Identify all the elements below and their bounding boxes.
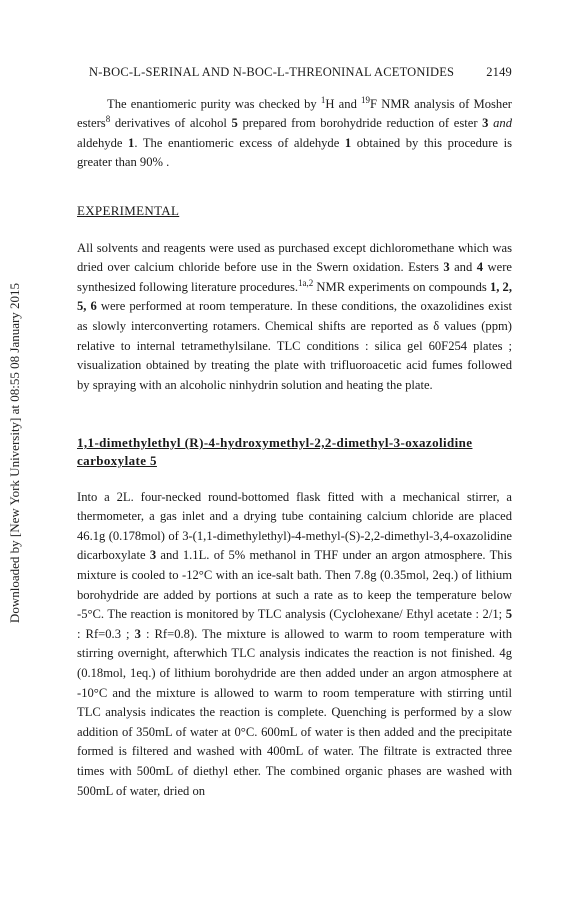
page-number: 2149	[486, 65, 512, 79]
section-title: EXPERIMENTAL	[77, 203, 180, 218]
running-head: N-BOC-L-SERINAL AND N-BOC-L-THREONINAL ACETONIDES	[89, 65, 455, 79]
paragraph-procedure: Into a 2L. four-necked round-bottomed flask fitted with a mechanical stirrer, a thermometer, a gas inlet and a drying tube containing calcium chloride are placed 46.1g (0.178mol) of 3-(1,1-dimethylethyl)-4-methyl-(S)-2,2-dimethyl-3,4-oxazolidine dicarboxylate 3 and 1.1L. of 5% methanol in THF under an argon atmosphere. This mixture is cooled to -12°C with an ice-salt bath. Then 7.8g (0.35mol, 2eq.) of lithium borohydride are added by portions at such a rate as to keep the temperature below -5°C. The reaction is monitored by TLC analysis (Cyclohexane/ Ethyl acetate : 2/1; 5 : Rf=0.3 ; 3 : Rf=0.8). The mixture is allowed to warm to room temperature with stirring overnight, afterwhich TLC analysis indicates the reaction is not finished. 4g (0.18mol, 1eq.) of lithium borohydride are then added under an argon atmosphere at -10°C and the mixture is allowed to warm to room temperature with stirring until TLC analysis indicates the reaction is complete. Quenching is performed by a slow addition of 350mL of water at 0°C. 600mL of water is then added and the precipitate formed is filtered and washed with 400mL of water. The filtrate is extracted three times with 500mL of diethyl ether. The combined organic phases are washed with 500mL of water, dried on	[77, 489, 512, 798]
compound-heading: 1,1-dimethylethyl (R)-4-hydroxymethyl-2,2-dimethyl-3-oxazolidine carboxylate 5	[77, 435, 473, 468]
download-watermark: Downloaded by [New York University] at 08:55 08 January 2015	[7, 282, 22, 624]
paragraph-enantiomeric-purity: The enantiomeric purity was checked by $^1$H and $^{19}$F NMR analysis of Mosher esters$^8$ derivatives of alcohol 5 prepared from borohydride reduction of ester 3 and aldehyde 1. The enantiomeric excess of aldehyde 1 obtained by this procedure is greater than 90% .	[77, 94, 512, 170]
paragraph-general-methods: All solvents and reagents were used as purchased except dichloromethane which was dried over calcium chloride before use in the Swern oxidation. Esters 3 and 4 were synthesized following literature procedures.$^{1a,2}$ NMR experiments on compounds 1, 2, 5, 6 were performed at room temperature. In these conditions, the oxazolidines exist as slowly interconverting rotamers. Chemical shifts are reported as δ values (ppm) relative to internal tetramethylsilane. TLC conditions : silica gel 60F254 plates ; visualization obtained by treating the plate with trifluoroacetic acid fumes followed by spraying with an alcoholic ninhydrin solution and heating the plate.	[77, 240, 513, 392]
